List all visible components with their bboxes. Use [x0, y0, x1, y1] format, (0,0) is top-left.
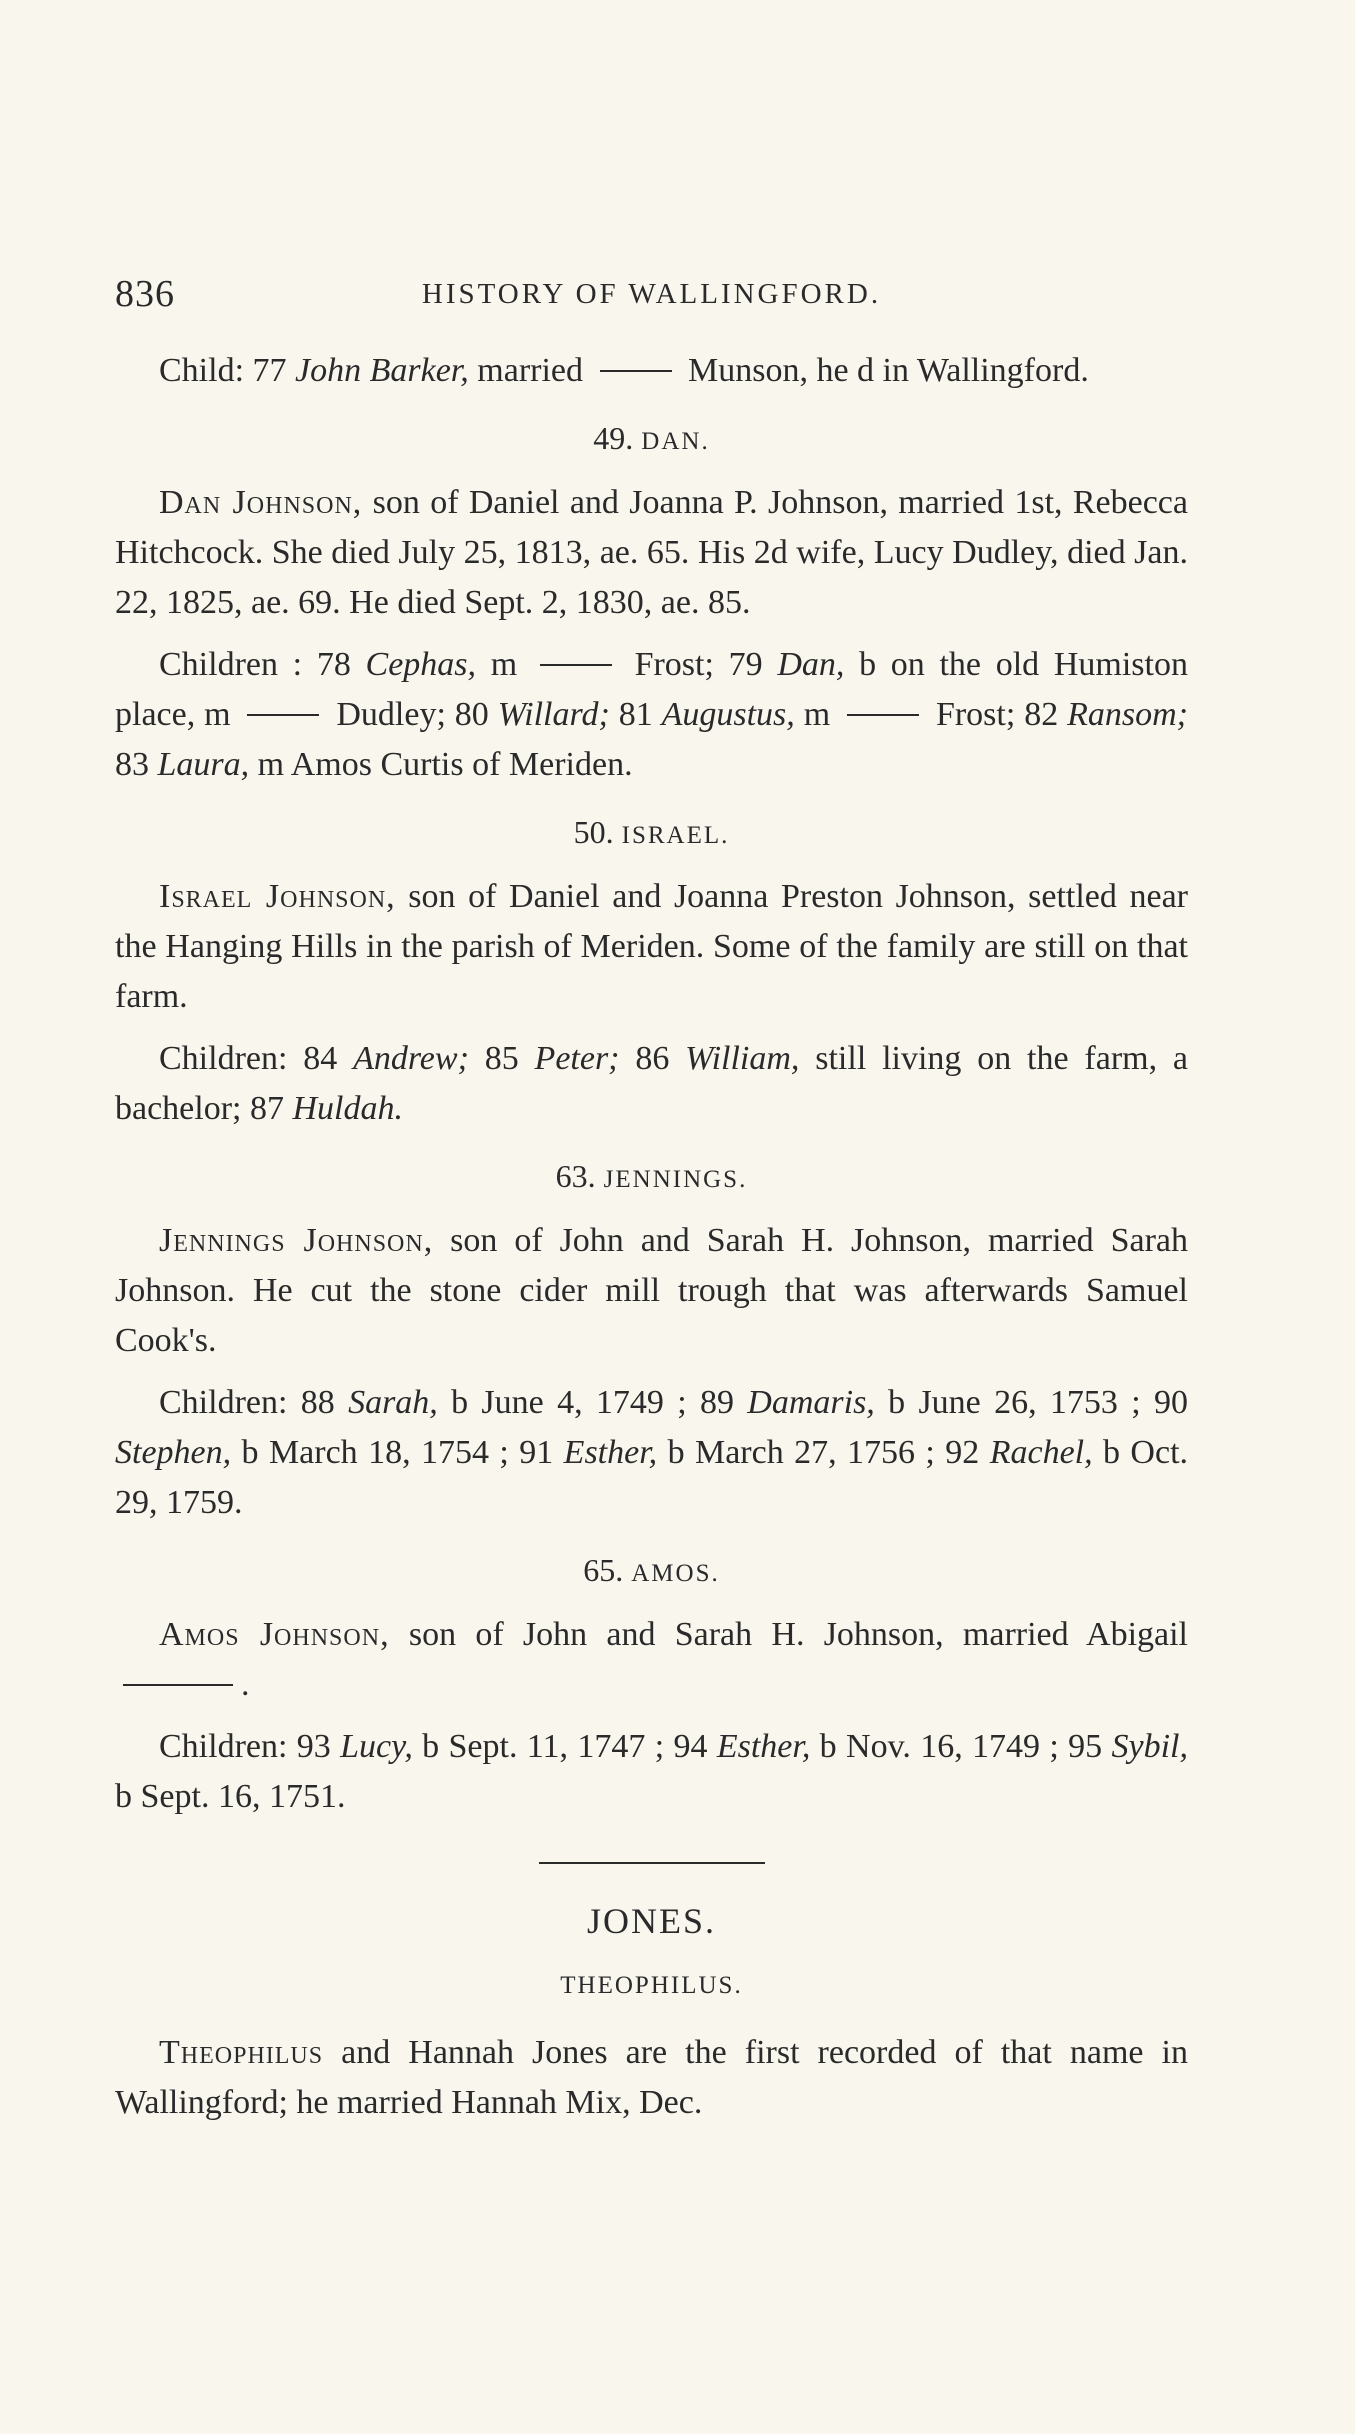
family-heading-jones: JONES.	[586, 1901, 717, 1941]
children-jennings-johnson: Children: 88 Sarah, b June 4, 1749 ; 89 Damaris, b June 26, 1753 ; 90 Stephen, b March 18, 1754 ; 91 Esther, b March 27, 1756 ; 92 Rachel, b Oct. 29, 1759.	[115, 1384, 1189, 1521]
blank-dash	[123, 1684, 233, 1686]
blank-dash	[247, 714, 319, 716]
children-amos-johnson: Children: 93 Lucy, b Sept. 11, 1747 ; 94 Esther, b Nov. 16, 1749 ; 95 Sybil, b Sept. 16, 1751.	[115, 1728, 1188, 1815]
person-name: Dan Johnson,	[159, 484, 363, 521]
paragraph-jennings-johnson: Jennings Johnson, son of John and Sarah H. Johnson, married Sarah Johnson. He cut the stone cider mill trough that was afterwards Samuel Cook's.	[115, 1222, 1188, 1359]
section-heading-65: 65. AMOS.	[583, 1552, 720, 1588]
page-number: 836	[115, 273, 175, 315]
section-heading-63: 63. JENNINGS.	[555, 1158, 748, 1194]
section-heading-50: 50. ISRAEL.	[573, 814, 730, 850]
person-name: Israel Johnson,	[159, 878, 396, 915]
paragraph-theophilus-jones: Theophilus and Hannah Jones are the first recorded of that name in Wallingford; he married Hannah Mix, Dec.	[115, 2034, 1188, 2121]
paragraph-dan-johnson: Dan Johnson, son of Daniel and Joanna P. Johnson, married 1st, Rebecca Hitchcock. She died July 25, 1813, ae. 65. His 2d wife, Lucy Dudley, died Jan. 22, 1825, ae. 69. He died Sept. 2, 1830, ae. 85.	[115, 484, 1188, 621]
person-name: Theophilus	[159, 2034, 324, 2071]
section-heading-49: 49. DAN.	[593, 420, 710, 456]
running-head-title: HISTORY OF WALLINGFORD.	[421, 278, 882, 310]
person-name: Amos Johnson,	[159, 1616, 390, 1653]
person-name: Jennings Johnson,	[159, 1222, 434, 1259]
entry-child-john-barker: Child: 77 John Barker, married Munson, he d in Wallingford.	[159, 352, 1089, 389]
children-israel-johnson: Children: 84 Andrew; 85 Peter; 86 William, still living on the farm, a bachelor; 87 Huldah.	[115, 1040, 1189, 1127]
blank-dash	[540, 664, 612, 666]
blank-dash	[847, 714, 919, 716]
running-head	[115, 272, 1188, 328]
children-dan-johnson: Children : 78 Cephas, m Frost; 79 Dan, b on the old Humiston place, m Dudley; 80 Willard; 81 Augustus, m Frost; 82 Ransom; 83 Laura, m Amos Curtis of Meriden.	[115, 646, 1188, 783]
paragraph-israel-johnson: Israel Johnson, son of Daniel and Joanna Preston Johnson, settled near the Hanging Hills in the parish of Meriden. Some of the family are still on that farm.	[115, 878, 1188, 1015]
paragraph-amos-johnson: Amos Johnson, son of John and Sarah H. Johnson, married Abigail .	[115, 1610, 1188, 1710]
section-divider	[539, 1862, 765, 1864]
child-name: John Barker,	[295, 352, 469, 389]
subheading-theophilus: THEOPHILUS.	[560, 1972, 743, 1999]
page-content	[115, 272, 1188, 2128]
blank-dash	[600, 370, 672, 372]
